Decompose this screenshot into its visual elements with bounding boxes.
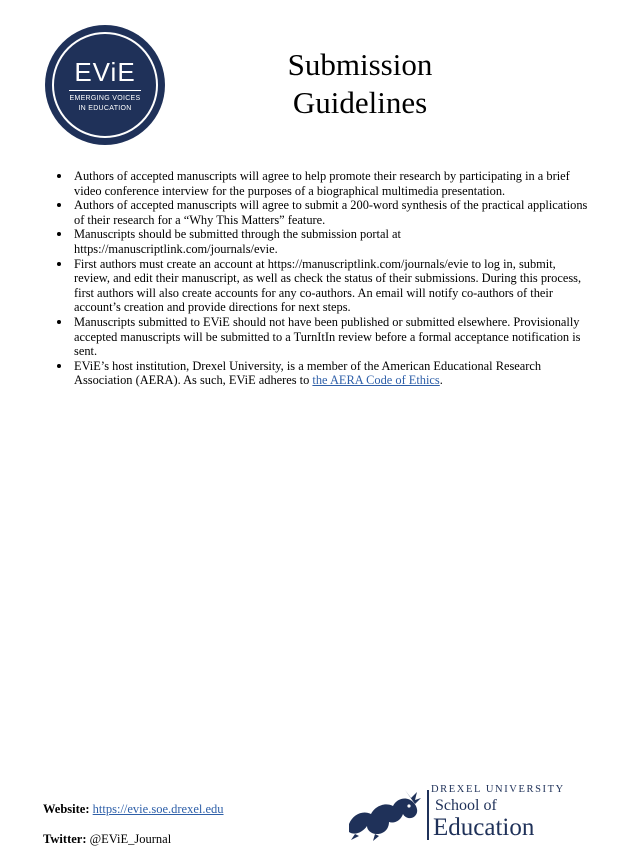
- guideline-item: [74, 257, 594, 315]
- guideline-suffix: .: [439, 373, 443, 388]
- title-line2: Guidelines: [292, 85, 428, 120]
- guidelines-list: [74, 169, 594, 388]
- website-label: Website:: [43, 802, 90, 816]
- guideline-item: [74, 198, 594, 227]
- education-text: Education: [433, 814, 535, 841]
- website-link[interactable]: https://evie.soe.drexel.edu: [92, 802, 224, 816]
- website-row: [43, 794, 224, 824]
- guideline-text: Manuscripts should be submitted through the submission portal at https://manuscriptlink.com/journals/evie.: [74, 227, 401, 256]
- logo-tagline-line1: EMERGING VOICES: [69, 95, 141, 102]
- drexel-school-of-education-logo: [345, 782, 585, 842]
- aera-code-of-ethics-link[interactable]: the AERA Code of Ethics: [312, 373, 440, 388]
- guideline-text: Manuscripts submitted to EViE should not have been published or submitted elsewhere. Provisionally accepted manuscripts will be submitted to a TurnItIn review before a formal acceptance notification is sent.: [74, 314, 581, 359]
- footer-contact: [43, 794, 224, 854]
- logo-wordmark: EViE: [74, 57, 136, 87]
- logo-divider: [69, 90, 141, 91]
- guideline-item: [74, 169, 594, 198]
- guideline-item: [74, 315, 594, 359]
- guideline-text: Authors of accepted manuscripts will agree to submit a 200-word synthesis of the practical applications of their research for a “Why This Matters” feature.: [74, 198, 588, 227]
- school-of-text: School of: [435, 797, 497, 814]
- twitter-label: Twitter:: [43, 832, 87, 846]
- guideline-item: [74, 227, 594, 256]
- guideline-text: EViE’s host institution, Drexel University, is a member of the American Educational Research Association (AERA). As such, EViE adheres to: [74, 358, 542, 388]
- guideline-item: [74, 359, 594, 388]
- drexel-university-text: DREXEL UNIVERSITY: [431, 784, 565, 795]
- logo-divider-line: [427, 790, 429, 840]
- twitter-row: [43, 824, 224, 854]
- logo-tagline-line2: IN EDUCATION: [78, 105, 132, 112]
- title-line1: Submission: [287, 47, 433, 82]
- twitter-handle: @EViE_Journal: [89, 832, 172, 846]
- guideline-text: Authors of accepted manuscripts will agree to help promote their research by participating in a brief video conference interview for the purposes of a biographical multimedia presentation.: [74, 169, 570, 198]
- evie-logo: [47, 27, 163, 143]
- page-title: [230, 46, 490, 122]
- logo-tagline: [57, 94, 153, 114]
- dragon-icon: [345, 784, 423, 842]
- guideline-text: First authors must create an account at https://manuscriptlink.com/journals/evie to log in, submit, review, and edit their manuscript, as well as check the status of their submissions. During this process, first authors will also create accounts for any co-authors. An email will notify co-authors of their account’s creation and provide directions for next steps.: [74, 256, 582, 315]
